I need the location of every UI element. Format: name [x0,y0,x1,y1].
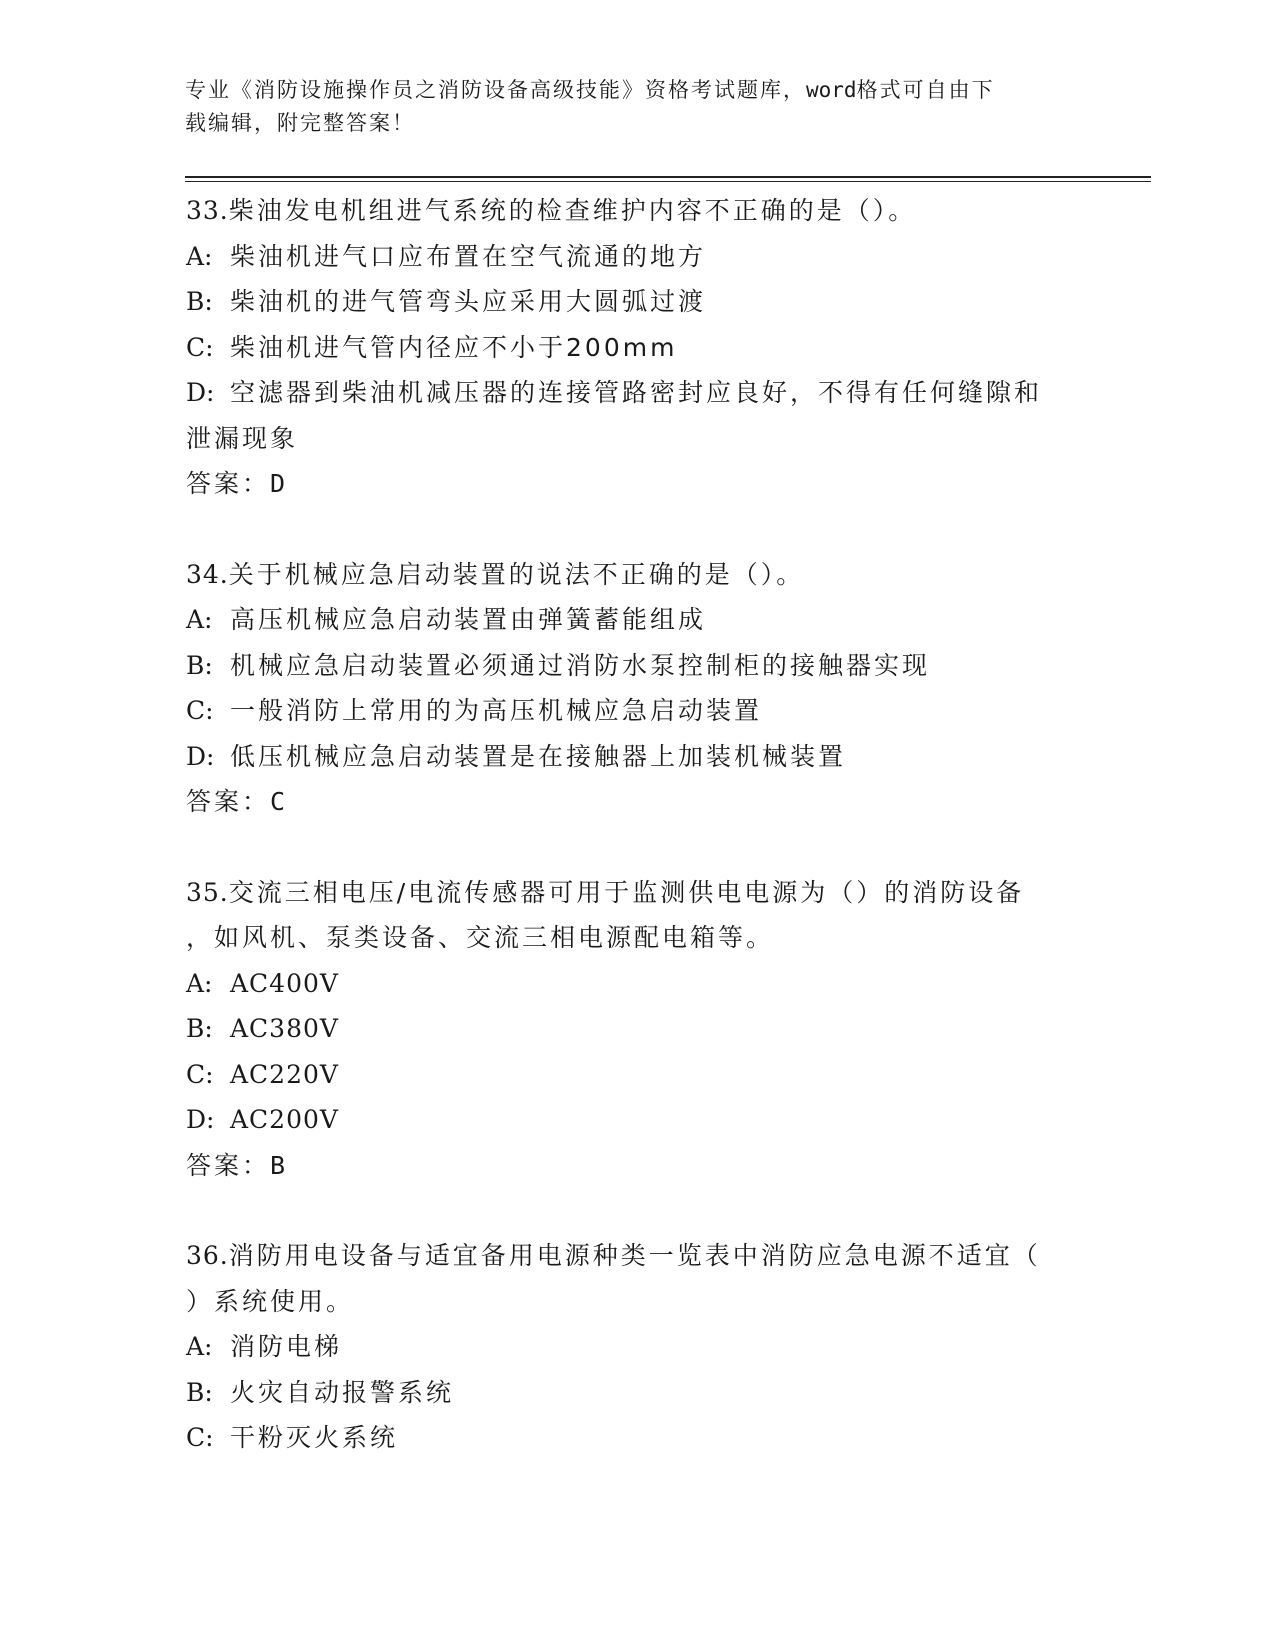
question-34 [186,552,1086,825]
option-d-continuation: 泄漏现象 [186,423,299,453]
option-b [186,279,1086,325]
option-label: A: [186,1332,213,1361]
option-text: 消防电梯 [230,1332,343,1361]
question-text: 消防用电设备与适宜备用电源种类一览表中消防应急电源不适宜（ [228,1241,1041,1270]
answer-value: C [270,787,286,816]
option-text: 干粉灭火系统 [230,1423,399,1452]
option-label: D: [186,1105,215,1134]
option-c [186,325,1086,371]
question-spacer [186,825,1086,870]
option-c [186,1052,1086,1098]
option-c [186,688,1086,734]
document-header [185,74,1085,140]
answer-line [186,1143,1086,1189]
answer-value: B [270,1150,286,1180]
option-text: AC400V [230,968,339,998]
answer-line [186,461,1086,507]
question-stem-continuation: ）系统使用。 [186,1286,355,1316]
option-label: B: [186,650,213,680]
option-label: B: [186,287,213,316]
option-text: AC380V [230,1014,339,1043]
option-b [186,1006,1086,1052]
question-stem [186,1233,1086,1279]
question-stem [186,552,1086,598]
option-a [186,961,1086,1007]
header-line-1-text: 专业《消防设施操作员之消防设备高级技能》资格考试题库， [185,78,806,102]
option-text: 机械应急启动装置必须通过消防水泵控制柜的接触器实现 [230,650,931,680]
question-number: 36. [186,1241,229,1270]
answer-line [186,779,1086,825]
question-number: 33. [186,196,229,225]
question-stem [186,870,1086,916]
header-divider-thick [185,176,1151,178]
option-text: AC220V [230,1059,339,1089]
header-word-format: word [806,78,857,102]
question-stem [186,188,1086,234]
question-spacer [186,1188,1086,1233]
answer-label: 答案： [186,787,271,816]
header-line-1-tail: 格式可自由下 [856,78,995,102]
question-text: 交流三相电压/电流传感器可用于监测供电电源为（）的消防设备 [228,877,1025,907]
option-label: C: [186,696,214,725]
answer-label: 答案： [186,469,271,498]
option-text: 低压机械应急启动装置是在接触器上加装机械装置 [230,741,847,771]
question-spacer [186,507,1086,552]
header-line-1 [185,74,1085,107]
option-b [186,643,1086,689]
question-36 [186,1233,1086,1461]
question-number: 34. [186,559,229,589]
option-text: 柴油机的进气管弯头应采用大圆弧过渡 [230,287,707,316]
option-label: A: [186,968,213,998]
option-text: 一般消防上常用的为高压机械应急启动装置 [230,696,763,725]
question-text: 柴油发电机组进气系统的检查维护内容不正确的是（）。 [228,196,917,225]
question-stem-continuation: ，如风机、泵类设备、交流三相电源配电箱等。 [186,923,775,952]
option-c [186,1415,1086,1461]
option-a [186,597,1086,643]
option-a [186,1324,1086,1370]
option-label: A: [186,605,213,634]
option-label: D: [186,378,215,407]
question-text: 关于机械应急启动装置的说法不正确的是（）。 [228,559,805,589]
option-text: 柴油机进气口应布置在空气流通的地方 [230,241,707,271]
question-33 [186,188,1086,507]
option-text: AC200V [230,1105,339,1134]
question-35 [186,870,1086,1189]
option-b [186,1370,1086,1416]
option-text: 火灾自动报警系统 [230,1377,455,1407]
option-text: 空滤器到柴油机减压器的连接管路密封应良好，不得有任何缝隙和 [230,378,1043,407]
option-a [186,234,1086,280]
option-label: A: [186,241,213,271]
option-label: D: [186,741,215,771]
question-number: 35. [186,877,229,907]
option-label: C: [186,1059,214,1089]
option-label: B: [186,1377,213,1407]
option-label: C: [186,332,214,362]
option-text: 高压机械应急启动装置由弹簧蓄能组成 [230,605,707,634]
option-label: C: [186,1423,214,1452]
option-d [186,734,1086,780]
option-d [186,370,1086,416]
option-d [186,1097,1086,1143]
answer-value: D [270,469,286,498]
header-divider-thin [185,181,1151,182]
question-list [186,188,1086,1461]
header-line-2: 载编辑，附完整答案！ [185,111,415,135]
answer-label: 答案： [186,1150,271,1180]
option-label: B: [186,1014,213,1043]
option-text: 柴油机进气管内径应不小于200mm [230,332,678,362]
